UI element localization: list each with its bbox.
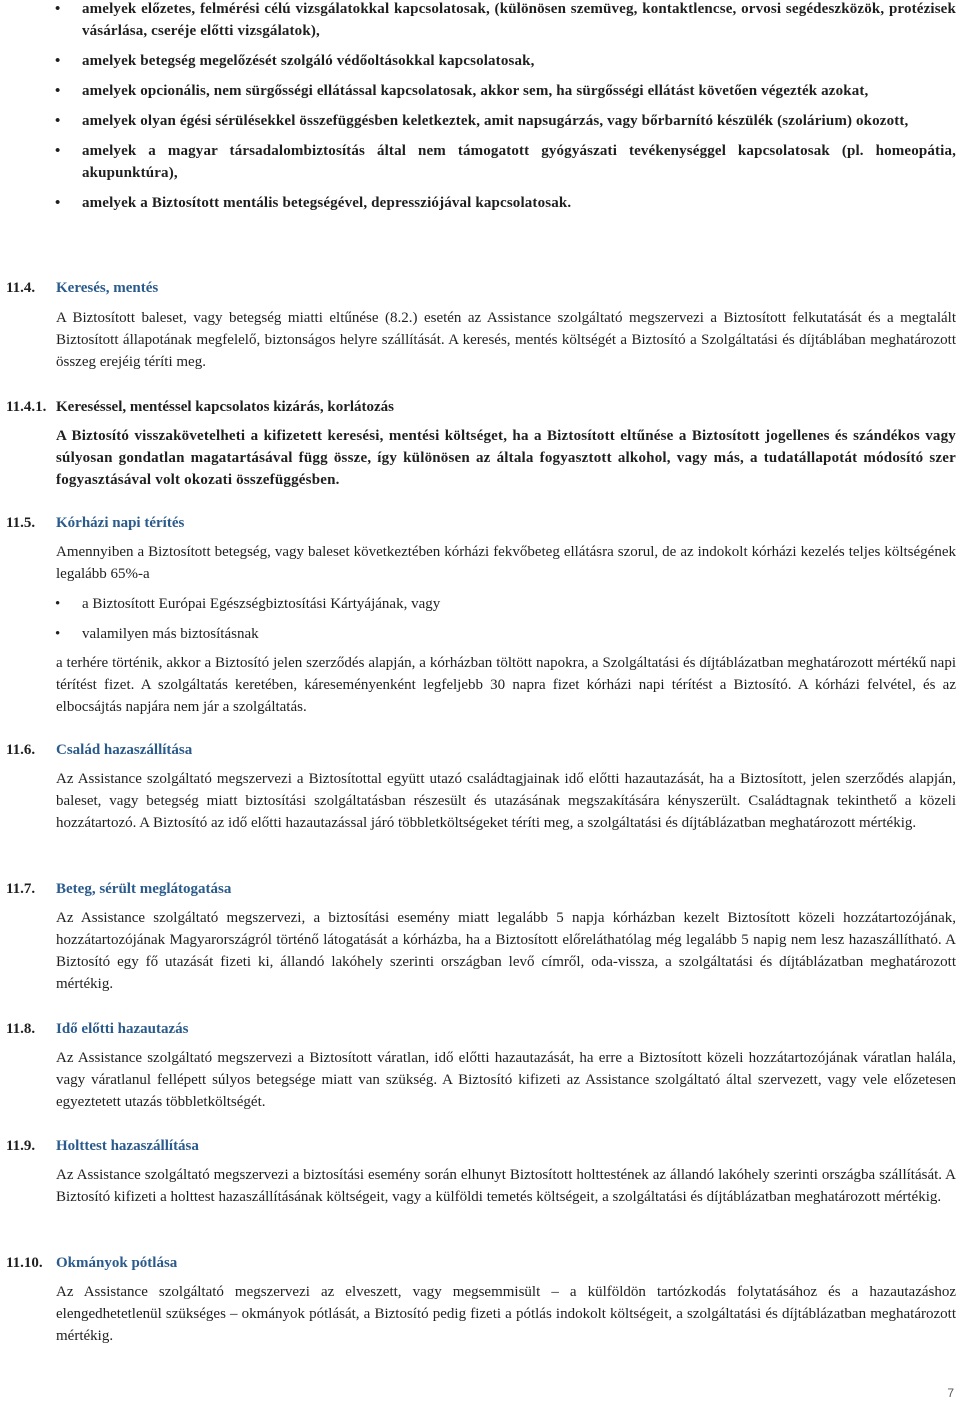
section-11-5-bullets <box>0 593 960 645</box>
section-11-8-body <box>0 1047 960 1113</box>
section-11-5 <box>0 512 960 534</box>
section-title: Kórházi napi térítés <box>56 515 185 531</box>
section-number: 11.8. <box>6 1021 36 1037</box>
paragraph: Az Assistance szolgáltató megszervezi, a biztosítási esemény miatt legalább 5 napja kórházban kezelt Biztosított közeli hozzátartozójának, hozzátartozójának Magyarországról történő látogatását a kórházba, ha a Biztosított előreláthatólag még legalább 5 napig nem lesz hazaszállítható. A Biztosító egy fő utazását fizeti ki, állandó lakóhely szerinti országban levő címről, oda-vissza, a szolgáltatási és díjtáblázatban meghatározott mértékig. <box>56 910 956 992</box>
list-item: • amelyek betegség megelőzését szolgáló védőoltásokkal kapcsolatosak, <box>0 50 960 72</box>
section-title: Okmányok pótlása <box>56 1255 178 1271</box>
section-11-9 <box>0 1135 960 1157</box>
section-number: 11.9. <box>6 1138 36 1154</box>
section-11-6-body <box>0 768 960 834</box>
list-item: • valamilyen más biztosításnak <box>0 623 960 645</box>
section-11-10-body <box>0 1281 960 1347</box>
section-title: Idő előtti hazautazás <box>56 1021 189 1037</box>
section-title: Beteg, sérült meglátogatása <box>56 881 232 897</box>
section-number: 11.5. <box>6 515 36 531</box>
section-11-4 <box>0 277 960 299</box>
paragraph: Az Assistance szolgáltató megszervezi a Biztosítottal együtt utazó családtagjainak idő előtti hazautazását, ha a Biztosított, jelen szerződés alapján, baleset, vagy betegség miatt biztosítási szolgáltatásban részesült és utazásának megszakítására kényszerült. Családtagnak tekinthető a közeli hozzátartozó. A Biztosító az idő előtti hazautazással járó többletköltségeket téríti meg, a szolgáltatási és díjtáblázatban meghatározott mértékig. <box>56 771 956 831</box>
paragraph: a terhére történik, akkor a Biztosító jelen szerződés alapján, a kórházban töltött napokra, a Szolgáltatási és díjtáblázatban meghatározott mértékű napi térítést fizet. A szolgáltatás keretében, káreseményenként legfeljebb 30 napra fizet kórházi napi térítést a Biztosító. A kórházi felvétel, és az elbocsájtás napjára nem jár a szolgáltatás. <box>56 655 956 715</box>
section-11-8 <box>0 1018 960 1040</box>
paragraph: Az Assistance szolgáltató megszervezi az elveszett, vagy megsemmisült – a külföldön tartózkodás folytatásához és a hazautazáshoz elengedhetetlenül szükséges – okmányok pótlását, a Biztosító pedig fizeti a pótlás indokolt költségeit, a szolgáltatási és díjtáblázatban meghatározott mértékig. <box>56 1284 956 1344</box>
paragraph: Az Assistance szolgáltató megszervezi a Biztosított váratlan, idő előtti hazautazását, ha erre a Biztosított közeli hozzátartozójának váratlan halála, vagy váratlanul fellépett súlyos betegsége miatt van szükség. A Biztosító kifizeti az Assistance szolgáltató által szervezett, vagy vele előzetesen egyeztetett utazás többletköltségét. <box>56 1050 956 1110</box>
list-item: • a Biztosított Európai Egészségbiztosítási Kártyájának, vagy <box>0 593 960 615</box>
section-11-6 <box>0 739 960 761</box>
paragraph: A Biztosított baleset, vagy betegség miatti eltűnése (8.2.) esetén az Assistance szolgáltató megszervezi a Biztosított felkutatását és a megtalált Biztosított állapotának megfelelő, biztonságos helyre szállítását. A keresés, mentés költségét a Biztosító a Szolgáltatási és díjtáblában meghatározott összeg erejéig téríti meg. <box>56 310 956 370</box>
section-11-4-body <box>0 307 960 373</box>
section-11-9-body <box>0 1164 960 1208</box>
section-number: 11.4.1. <box>6 399 47 415</box>
section-number: 11.6. <box>6 742 36 758</box>
section-11-7 <box>0 878 960 900</box>
section-11-4-1-body <box>0 425 960 491</box>
paragraph: Az Assistance szolgáltató megszervezi a biztosítási esemény során elhunyt Biztosított holttestének az állandó lakóhely szerinti országba szállítását. A Biztosító kifizeti a holttest hazaszállításának költségeit, vagy a külföldi temetés költségeit, a szolgáltatási és díjtáblázatban meghatározott mértékig. <box>56 1167 956 1205</box>
section-number: 11.10. <box>6 1255 43 1271</box>
section-11-5-outro <box>0 652 960 718</box>
section-title: Holttest hazaszállítása <box>56 1138 199 1154</box>
list-item: • amelyek előzetes, felmérési célú vizsgálatokkal kapcsolatosak, (különösen szemüveg, kontaktlencse, orvosi segédeszközök, protézisek vásárlása, cseréje előtti vizsgálatok), <box>0 0 960 42</box>
section-11-10 <box>0 1252 960 1274</box>
paragraph: Amennyiben a Biztosított betegség, vagy baleset következtében kórházi fekvőbeteg ellátásra szorul, de az indokolt kórházi kezelés teljes költségének legalább 65%-a <box>56 544 956 582</box>
section-title: Család hazaszállítása <box>56 742 193 758</box>
section-11-5-intro <box>0 541 960 585</box>
list-item: • amelyek a magyar társadalombiztosítás által nem támogatott gyógyászati tevékenységgel kapcsolatosak (pl. homeopátia, akupunktúra), <box>0 140 960 184</box>
section-11-4-1 <box>0 396 960 418</box>
list-item: • amelyek olyan égési sérülésekkel összefüggésben keletkeztek, amit napsugárzás, vagy bőrbarnító készülék (szolárium) okozott, <box>0 110 960 132</box>
section-number: 11.4. <box>6 280 36 296</box>
exclusions-bullet-list <box>0 0 960 214</box>
list-item: • amelyek opcionális, nem sürgősségi ellátással kapcsolatosak, akkor sem, ha sürgősségi ellátást követően végezték azokat, <box>0 80 960 102</box>
section-title: Keresés, mentés <box>56 280 159 296</box>
section-11-7-body <box>0 907 960 995</box>
section-number: 11.7. <box>6 881 36 897</box>
page-number: 7 <box>947 1386 954 1400</box>
section-title: Kereséssel, mentéssel kapcsolatos kizárás, korlátozás <box>56 399 395 415</box>
list-item: • amelyek a Biztosított mentális betegségével, depressziójával kapcsolatosak. <box>0 192 960 214</box>
paragraph: A Biztosító visszakövetelheti a kifizetett keresési, mentési költséget, ha a Biztosított eltűnése a Biztosított jogellenes és szándékos vagy súlyosan gondatlan magatartásával függ össze, így különösen az általa fogyasztott alkohol, vagy más, a tudatállapotát módosító szer fogyasztásával volt okozati összefüggésben. <box>56 428 956 488</box>
